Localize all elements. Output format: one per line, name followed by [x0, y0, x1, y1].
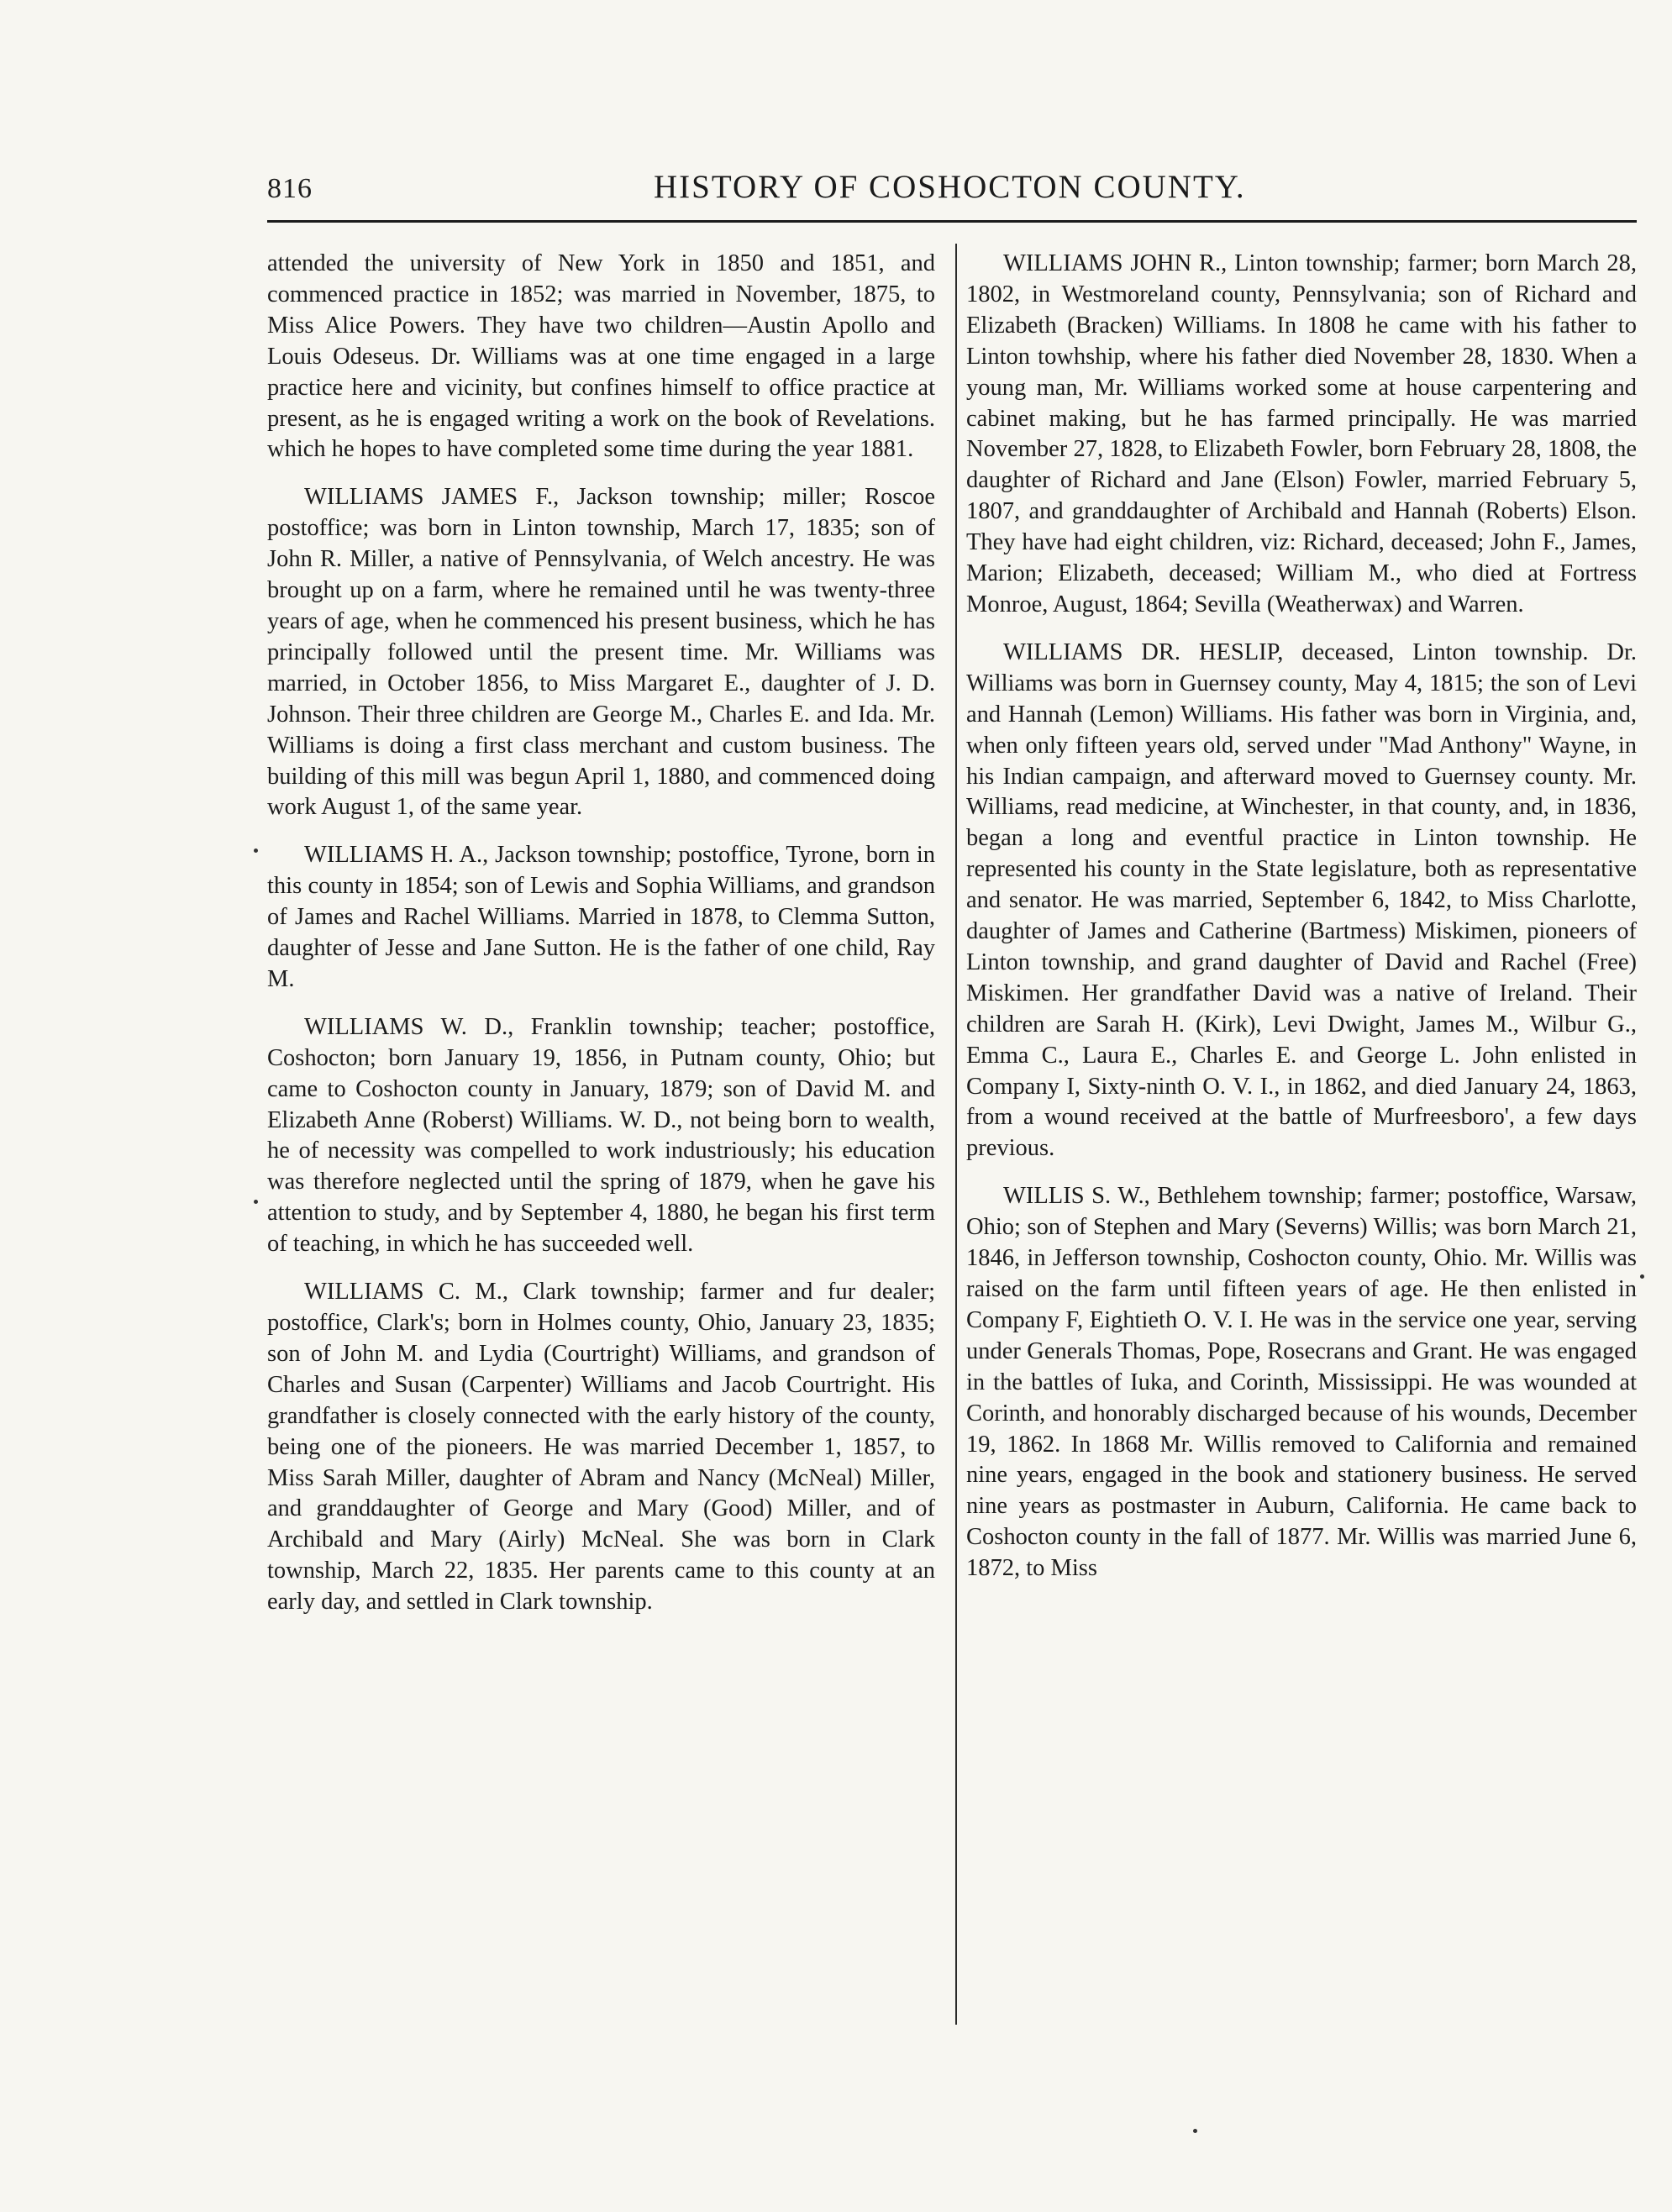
header-rule	[267, 220, 1637, 223]
running-head-title: HISTORY OF COSHOCTON COUNTY.	[654, 169, 1246, 205]
page-header	[267, 166, 1637, 217]
biography-entry: WILLIAMS C. M., Clark township; farmer and fur dealer; postoffice, Clark's; born in Holmes county, Ohio, January 23, 1835; son of John M. and Lydia (Courtright) Williams, and grandson of Charles and Susan (Carpenter) Williams and Jacob Courtright. His grandfather is closely connected with the early history of the county, being one of the pioneers. He was married December 1, 1857, to Miss Sarah Miller, daughter of Abram and Nancy (McNeal) Miller, and granddaughter of George and Mary (Good) Miller, and of Archibald and Mary (Airly) McNeal. She was born in Clark township, March 22, 1835. Her parents came to this county at an early day, and settled in Clark township.	[267, 1279, 935, 1616]
right-column	[966, 249, 1637, 1601]
page-number: 816	[267, 173, 313, 204]
column-divider	[955, 244, 957, 2025]
print-speck	[254, 1200, 258, 1204]
biography-entry: attended the university of New York in 1850 and 1851, and commenced practice in 1852; was married in November, 1875, to Miss Alice Powers. They have two children—Austin Apollo and Louis Odeseus. Dr. Williams was at one time engaged in a large practice here and vicinity, but confines himself to office practice at present, as he is engaged writing a work on the book of Revelations. which he hopes to have completed some time during the year 1881.	[267, 250, 935, 463]
biography-entry: WILLIAMS H. A., Jackson township; postoffice, Tyrone, born in this county in 1854; son of Lewis and Sophia Williams, and grandson of James and Rachel Williams. Married in 1878, to Clemma Sutton, daughter of Jesse and Jane Sutton. He is the father of one child, Ray M.	[267, 842, 935, 992]
print-speck	[254, 849, 258, 853]
biography-entry: WILLIAMS W. D., Franklin township; teacher; postoffice, Coshocton; born January 19, 1856, in Putnam county, Ohio; but came to Coshocton county in January, 1879; son of David M. and Elizabeth Anne (Roberst) Williams. W. D., not being born to wealth, he of necessity was compelled to work industriously; his education was therefore neglected until the spring of 1879, when he gave his attention to study, and by September 4, 1880, he began his first term of teaching, in which he has succeeded well.	[267, 1013, 935, 1258]
left-column	[267, 249, 935, 1635]
biography-entry: WILLIAMS JAMES F., Jackson township; miller; Roscoe postoffice; was born in Linton township, March 17, 1835; son of John R. Miller, a native of Pennsylvania, of Welch ancestry. He was brought up on a farm, where he remained until he was twenty-three years of age, when he commenced his present business, which he has principally followed until the present time. Mr. Williams was married, in October 1856, to Miss Margaret E., daughter of J. D. Johnson. Their three children are George M., Charles E. and Ida. Mr. Williams is doing a first class merchant and custom business. The building of this mill was begun April 1, 1880, and commenced doing work August 1, of the same year.	[267, 484, 935, 821]
biography-entry: WILLIS S. W., Bethlehem township; farmer; postoffice, Warsaw, Ohio; son of Stephen and Mary (Severns) Willis; was born March 21, 1846, in Jefferson township, Coshocton county, Ohio. Mr. Willis was raised on the farm until fifteen years of age. He then enlisted in Company F, Eightieth O. V. I. He was in the service one year, serving under Generals Thomas, Pope, Rosecrans and Grant. He was engaged in the battles of Iuka, and Corinth, Mississippi. He was wounded at Corinth, and honorably discharged because of his wounds, December 19, 1862. In 1868 Mr. Willis removed to California and remained nine years, engaged in the book and stationery business. He served nine years as postmaster in Auburn, California. He came back to Coshocton county in the fall of 1877. Mr. Willis was married June 6, 1872, to Miss	[966, 1183, 1637, 1582]
print-speck	[1640, 1274, 1644, 1279]
biography-entry: WILLIAMS JOHN R., Linton township; farmer; born March 28, 1802, in Westmoreland county, Pennsylvania; son of Richard and Elizabeth (Bracken) Williams. In 1808 he came with his father to Linton towhship, where his father died November 28, 1830. When a young man, Mr. Williams worked some at house carpentering and cabinet making, but he has farmed principally. He was married November 27, 1828, to Elizabeth Fowler, born February 28, 1808, the daughter of Richard and Jane (Elson) Fowler, married February 5, 1807, and granddaughter of Archibald and Hannah (Roberts) Elson. They have had eight children, viz: Richard, deceased; John F., James, Marion; Elizabeth, deceased; William M., who died at Fortress Monroe, August, 1864; Sevilla (Weatherwax) and Warren.	[966, 250, 1637, 617]
print-speck	[1193, 2129, 1197, 2133]
biography-entry: WILLIAMS DR. HESLIP, deceased, Linton township. Dr. Williams was born in Guernsey county, May 4, 1815; the son of Levi and Hannah (Lemon) Williams. His father was born in Virginia, and, when only fifteen years old, served under "Mad Anthony" Wayne, in his Indian campaign, and afterward moved to Guernsey county. Mr. Williams, read medicine, at Winchester, in that county, and, in 1836, began a long and eventful practice in Linton township. He represented his county in the State legislature, both as representative and senator. He was married, September 6, 1842, to Miss Charlotte, daughter of James and Catherine (Bartmess) Miskimen, pioneers of Linton township, and grand daughter of David and Rachel (Free) Miskimen. Her grandfather David was a native of Ireland. Their children are Sarah H. (Kirk), Levi Dwight, James M., Wilbur G., Emma C., Laura E., Charles E. and George L. John enlisted in Company I, Sixty-ninth O. V. I., in 1862, and died January 24, 1863, from a wound received at the battle of Murfreesboro', a few days previous.	[966, 638, 1637, 1162]
